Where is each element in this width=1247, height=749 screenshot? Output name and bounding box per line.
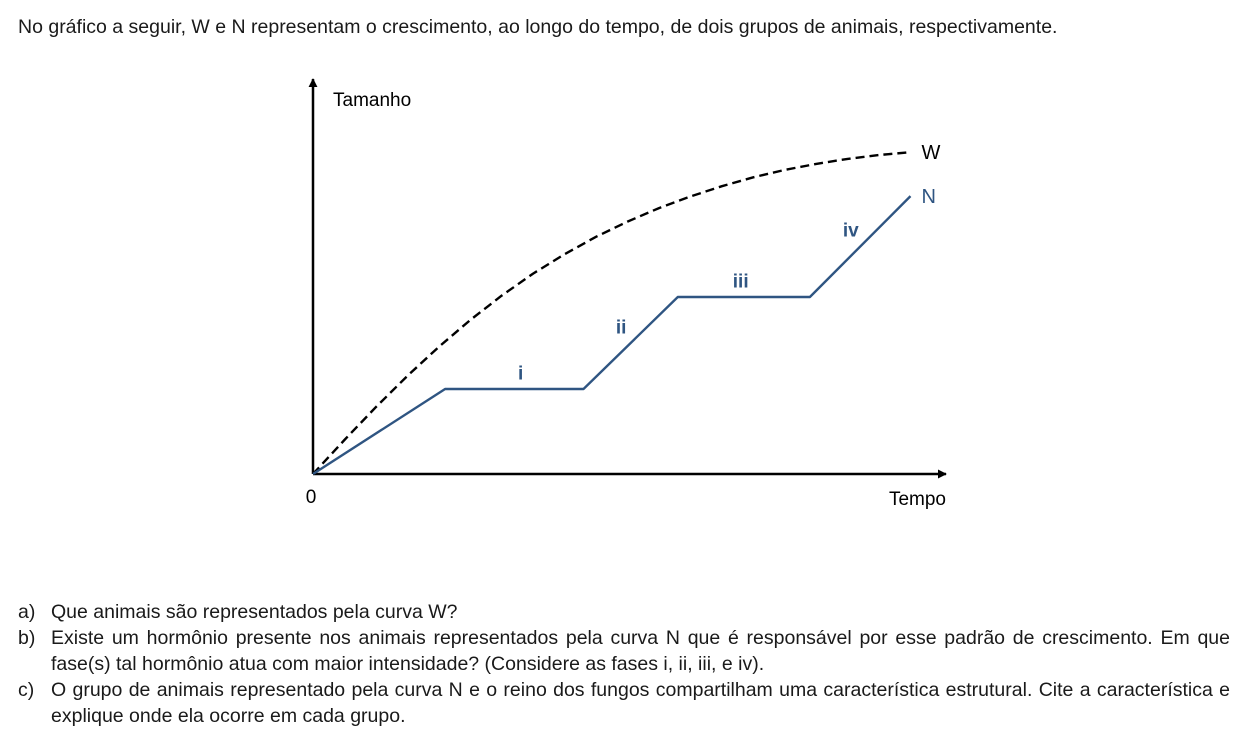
series-line-n [313, 196, 911, 474]
question-letter: b) [18, 627, 36, 649]
question-text: Existe um hormônio presente nos animais representados pela curva N que é responsável por esse padrão de crescimento. Em que fase(s) tal hormônio atua com maior intensidade? (Considere as fases i, ii, iii, e iv). [51, 627, 1230, 675]
question-text: O grupo de animais representado pela curva N e o reino dos fungos compartilham uma característica estrutural. Cite a característica e explique onde ela ocorre em cada grupo. [51, 679, 1230, 727]
question-letter: c) [18, 679, 35, 701]
question-a [18, 599, 1230, 625]
question-text: Que animais são representados pela curva W? [51, 601, 458, 623]
series-line-w [313, 152, 911, 474]
phase-label-i: i [517, 363, 524, 385]
phase-label-ii: ii [615, 317, 627, 339]
x-axis-label: Tempo [888, 489, 946, 510]
phase-label-iv: iv [842, 220, 859, 242]
series-label-n: N [921, 186, 936, 209]
intro-text: No gráfico a seguir, W e N representam o crescimento, ao longo do tempo, de dois grupos de animais, respectivamente. [18, 16, 1058, 38]
y-axis-label: Tamanho [333, 90, 412, 111]
origin-label: 0 [305, 487, 317, 508]
question-b [18, 625, 1230, 677]
series-label-w: W [921, 142, 941, 165]
question-c [18, 677, 1230, 729]
question-letter: a) [18, 601, 36, 623]
phase-label-iii: iii [732, 271, 749, 293]
question-list [18, 599, 1230, 729]
